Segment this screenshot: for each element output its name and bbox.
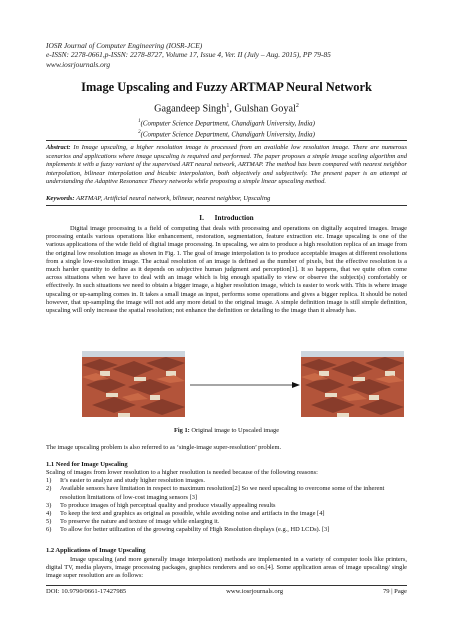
list-item-number: 3) <box>46 501 52 509</box>
rule-top <box>46 140 407 141</box>
figure-caption-label: Fig 1: <box>173 427 190 434</box>
list-item-text: It’s easier to analyze and study higher resolution images. <box>60 477 205 485</box>
author-1-sup: 1 <box>226 103 230 109</box>
abstract <box>46 144 407 187</box>
journal-name: IOSR Journal of Computer Engineering (IOSR-JCE) <box>46 41 203 50</box>
list-item-number: 1) <box>46 477 52 485</box>
author-2-sup: 2 <box>295 103 299 109</box>
rooftops-large-image <box>301 351 404 417</box>
subheading-applications: 1.2 Applications of Image Upscaling <box>46 547 146 554</box>
author-1: Gagandeep Singh <box>154 103 227 115</box>
applications-paragraph <box>46 556 407 581</box>
affiliation-1-sup: 1 <box>138 119 141 124</box>
arrow-right-icon <box>190 381 300 389</box>
super-resolution-paragraph <box>46 444 407 452</box>
footer-page-number: 79 | Page <box>382 588 407 595</box>
list-item <box>46 485 407 501</box>
need-intro: Scaling of images from lower resolution to a higher resolution is needed because of the following reasons: <box>46 469 318 476</box>
figure-original-image <box>82 351 185 417</box>
section-title-introduction: I. Introduction <box>199 214 254 222</box>
affiliation-1-text: (Computer Science Department, Chandigarh University, India) <box>140 120 315 128</box>
rule-bottom <box>46 205 407 206</box>
affiliation-1 <box>0 117 453 128</box>
list-item-text: To allow for better utilization of the growing capability of High Resolution displays (e.g., HD LCDs). [3] <box>60 526 330 534</box>
affiliation-2 <box>0 128 453 139</box>
list-item-number: 4) <box>46 510 52 518</box>
footer-doi: DOI: 10.9790/0661-17427985 <box>46 588 127 595</box>
affiliation-2-sup: 2 <box>138 130 141 136</box>
list-item <box>46 518 407 526</box>
list-item-number: 5) <box>46 518 52 526</box>
keywords <box>46 195 407 204</box>
list-item <box>46 510 407 518</box>
list-item-text: To produce images of high perceptual quality and produce visually appealing results <box>60 501 276 509</box>
applications-text: Image upscaling (and more generally image interpolation) methods are implemented in a variety of computer tools like printers, digital TV, media players, image processing packages, graphics renderers and so on.[4]. Some application areas of image upscaling/ single image super resolution are as follows: <box>46 556 407 580</box>
need-list <box>46 469 407 535</box>
list-item-number: 2) <box>46 485 52 493</box>
list-item-number: 6) <box>46 526 52 534</box>
list-item-text: To keep the text and graphics as original as possible, while avoiding noise and artifacts in the image [4] <box>60 510 325 518</box>
author-2: , Gulshan Goyal <box>229 103 296 115</box>
keywords-text: ARTMAP, Artificial neural network, bilinear, nearest neighbor, Upscaling <box>74 195 271 202</box>
page-footer <box>46 588 407 595</box>
affiliation-2-text: (Computer Science Department, Chandigarh University, India) <box>140 131 315 139</box>
figure-caption-text: Original image to Upscaled image <box>189 427 280 434</box>
list-item <box>46 502 407 510</box>
footer-site: www.iosrjournals.org <box>226 588 284 595</box>
list-item <box>46 477 407 485</box>
list-item-text: Available sensors have limitation in respect to maximum resolution[2] So we need upscaling to overcome some of the inherent resolution limitations of low-cost imaging sensors [3] <box>60 485 385 501</box>
list-item <box>46 526 407 534</box>
list-item-text: To preserve the nature and texture of image while enlarging it. <box>60 518 220 526</box>
super-resolution-text: The image upscaling problem is also referred to as ‘single-image super-resolution’ problem. <box>46 444 282 451</box>
journal-site: www.iosrjournals.org <box>46 59 111 69</box>
keywords-label: Keywords: <box>46 195 75 202</box>
figure-upscaled-image <box>301 351 404 417</box>
abstract-text: In Image upscaling, a higher resolution image is processed from an available low resolution image. There are numerous scenarios and applications where image upscaling is required and performed. The paper proposes a simple image scaling algorithm and implements it with a fuzzy variant of the supervised ART neural network, ARTMAP. The method has been compared with nearest neighbor interpolation, bilinear interpolation and bicubic interpolation, both objectively and subjectively. The present paper is an attempt at understanding the Adaptive Resonance Theory networks while proposing a simple linear upscaling method. <box>46 144 407 185</box>
abstract-label: Abstract: <box>46 144 71 151</box>
author-line <box>0 103 453 114</box>
rooftops-small-image <box>82 351 185 417</box>
intro-paragraph-text: Digital image processing is a field of computing that deals with processing and operations on digitally acquired images. Image processing entails various operations like enhancement, restoration, segmentation, feature extraction etc. Image upscaling is one of the various applications of the wide field of digital image processing. In upscaling, we aim to produce a high resolution replica of an image from the original low resolution image as shown in Fig. 1. The goal of image interpolation is to produce acceptable images at different resolutions from a single low-resolution image. The actual resolution of an image is defined as the number of pixels, but the effective resolution is a much harder quantity to define as it depends on subjective human judgment and perception[1]. It so happens, that we quite often come across situations when we have to deal with an image which is big enough spatially to view or observe the subject(s) comfortably or effectively. In such situations we need to obtain a bigger image, a higher resolution image, which is easier to work with. This is where image upscaling or up-sampling comes in. It takes a small image as input, performs some operations and gives a bigger replica. It should be noted however, that up-sampling the image will not add any more detail to the original image. A simple definition image is still simple definition, upscaling will only increase the spatial resolution; not enhance the definition or detailing to the image than it already has. <box>46 225 407 315</box>
journal-header <box>46 41 331 69</box>
journal-issn: e-ISSN: 2278-0661,p-ISSN: 2278-8727, Volume 17, Issue 4, Ver. II (July – Aug. 2015), PP 79-85 <box>46 50 331 60</box>
affiliations <box>0 117 453 140</box>
subheading-need: 1.1 Need for Image Upscaling <box>46 461 128 468</box>
figure-caption <box>0 427 453 434</box>
footer-rule <box>46 585 407 586</box>
paper-title: Image Upscaling and Fuzzy ARTMAP Neural Network <box>81 80 372 94</box>
intro-paragraph <box>46 225 407 315</box>
